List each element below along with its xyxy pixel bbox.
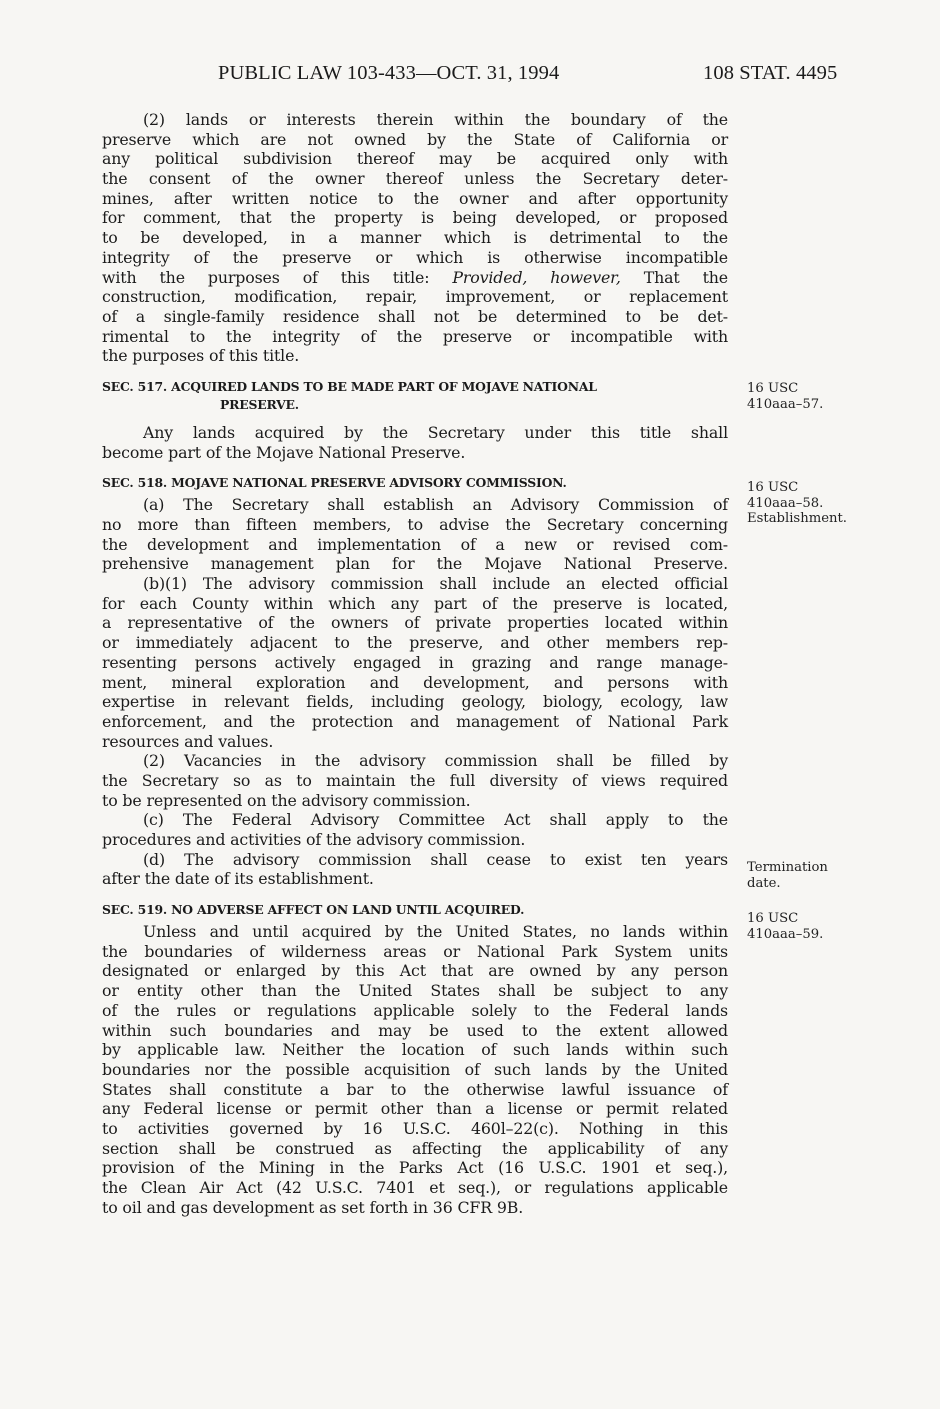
text-line: prehensive management plan for the Mojave National Preserve. — [102, 554, 728, 574]
margin-note-line: Termination — [747, 860, 828, 875]
margin-note-line: date. — [747, 875, 781, 891]
section-heading: SEC. 518. MOJAVE NATIONAL PRESERVE ADVISORY COMMISSION. — [102, 475, 567, 491]
margin-note-519 — [747, 911, 823, 942]
text-line: integrity of the preserve or which is otherwise incompatible — [102, 247, 728, 267]
margin-note-518 — [747, 480, 847, 527]
text-line: by applicable law. Neither the location of such lands within such — [102, 1040, 728, 1060]
paragraph-2 — [102, 110, 728, 366]
text-line: enforcement, and the protection and management of National Park — [102, 711, 728, 731]
margin-note-line: 16 USC — [747, 381, 799, 396]
text-line: of the rules or regulations applicable solely to the Federal lands — [102, 1000, 728, 1020]
margin-note-517 — [747, 381, 823, 412]
page-header — [0, 62, 940, 90]
text-line: the Secretary so as to maintain the full diversity of views required — [102, 770, 728, 790]
text-line: expertise in relevant fields, including geology, biology, ecology, law — [102, 692, 728, 712]
text-line: Any lands acquired by the Secretary under this title shall — [143, 422, 728, 442]
text-line: become part of the Mojave National Preserve. — [102, 442, 466, 462]
text-line: (b)(1) The advisory commission shall include an elected official — [143, 574, 728, 594]
text-line: designated or enlarged by this Act that are owned by any person — [102, 961, 728, 981]
text-line: the Clean Air Act (42 U.S.C. 7401 et seq.), or regulations applicable — [102, 1178, 728, 1197]
header-stat-page: 108 STAT. 4495 — [703, 62, 838, 84]
section-heading: SEC. 519. NO ADVERSE AFFECT ON LAND UNTIL ACQUIRED. — [102, 902, 525, 918]
header-public-law: PUBLIC LAW 103-433—OCT. 31, 1994 — [218, 62, 560, 84]
text-line: within such boundaries and may be used to the extent allowed — [102, 1020, 728, 1040]
text-line: or entity other than the United States shall be subject to any — [102, 981, 728, 1001]
text-line: rimental to the integrity of the preserve or incompatible with — [102, 326, 728, 346]
text-line-with-proviso — [102, 268, 728, 288]
text-line: for each County within which any part of the preserve is located, — [102, 593, 728, 613]
text-line: ment, mineral exploration and development, and persons with — [102, 672, 728, 692]
text-line: procedures and activities of the advisory commission. — [102, 830, 526, 849]
margin-note-line: 16 USC — [747, 911, 799, 926]
text-line: no more than fifteen members, to advise the Secretary concerning — [102, 515, 728, 534]
margin-note-line: 410aaa–57. — [747, 396, 824, 412]
section-heading: SEC. 517. ACQUIRED LANDS TO BE MADE PART OF MOJAVE NATIONAL — [102, 378, 597, 394]
text-line: (a) The Secretary shall establish an Advisory Commission of — [143, 495, 728, 515]
section-518 — [102, 474, 728, 889]
proviso-italic: Provided, however, — [452, 267, 621, 287]
text-line: section shall be construed as affecting the applicability of any — [102, 1138, 728, 1158]
text-line: or immediately adjacent to the preserve, and other members rep- — [102, 633, 728, 653]
text-line: (2) Vacancies in the advisory commission shall be filled by — [143, 751, 728, 771]
text-line: after the date of its establishment. — [102, 869, 374, 889]
margin-note-termination — [747, 860, 828, 891]
text-line: the purposes of this title. — [102, 346, 300, 366]
section-517 — [102, 378, 728, 462]
text-line: preserve which are not owned by the State of California or — [102, 129, 728, 149]
margin-note-line: 16 USC — [747, 480, 799, 495]
text-line: construction, modification, repair, improvement, or replacement — [102, 287, 728, 307]
text-segment: with the purposes of this title: — [102, 267, 453, 287]
text-line: to be represented on the advisory commission. — [102, 790, 471, 810]
section-519 — [102, 901, 728, 1217]
text-line: of a single-family residence shall not be determined to be det- — [102, 306, 728, 326]
text-line: resenting persons actively engaged in grazing and range manage- — [102, 652, 728, 672]
text-line: (2) lands or interests therein within the boundary of the — [143, 110, 728, 129]
text-line: mines, after written notice to the owner and after opportunity — [102, 188, 728, 208]
text-line: boundaries nor the possible acquisition of such lands by the United — [102, 1059, 728, 1079]
text-line: to oil and gas development as set forth in 36 CFR 9B. — [102, 1197, 524, 1217]
text-line: Unless and until acquired by the United States, no lands within — [143, 922, 728, 942]
text-line: to be developed, in a manner which is detrimental to the — [102, 228, 728, 248]
text-line: a representative of the owners of private properties located within — [102, 613, 728, 633]
text-line: for comment, that the property is being developed, or proposed — [102, 208, 728, 228]
margin-note-line: 410aaa–58. — [747, 495, 824, 511]
text-line: (d) The advisory commission shall cease to exist ten years — [143, 849, 728, 869]
text-line: (c) The Federal Advisory Committee Act shall apply to the — [143, 810, 728, 830]
text-line: any Federal license or permit other than a license or permit related — [102, 1099, 728, 1119]
section-heading-cont: PRESERVE. — [220, 396, 299, 412]
text-line: the boundaries of wilderness areas or National Park System units — [102, 941, 728, 961]
text-line: the development and implementation of a new or revised com- — [102, 534, 728, 554]
text-line: States shall constitute a bar to the otherwise lawful issuance of — [102, 1079, 728, 1099]
margin-note-line: Establishment. — [747, 511, 847, 526]
margin-note-line: 410aaa–59. — [747, 926, 824, 942]
text-segment: That the — [620, 267, 728, 287]
text-line: provision of the Mining in the Parks Act (16 U.S.C. 1901 et seq.), — [102, 1158, 728, 1178]
text-line: the consent of the owner thereof unless the Secretary deter- — [102, 169, 728, 189]
text-line: any political subdivision thereof may be acquired only with — [102, 149, 728, 169]
text-line: resources and values. — [102, 731, 274, 751]
body-text — [102, 110, 728, 1217]
text-line: to activities governed by 16 U.S.C. 460l–22(c). Nothing in this — [102, 1118, 728, 1138]
